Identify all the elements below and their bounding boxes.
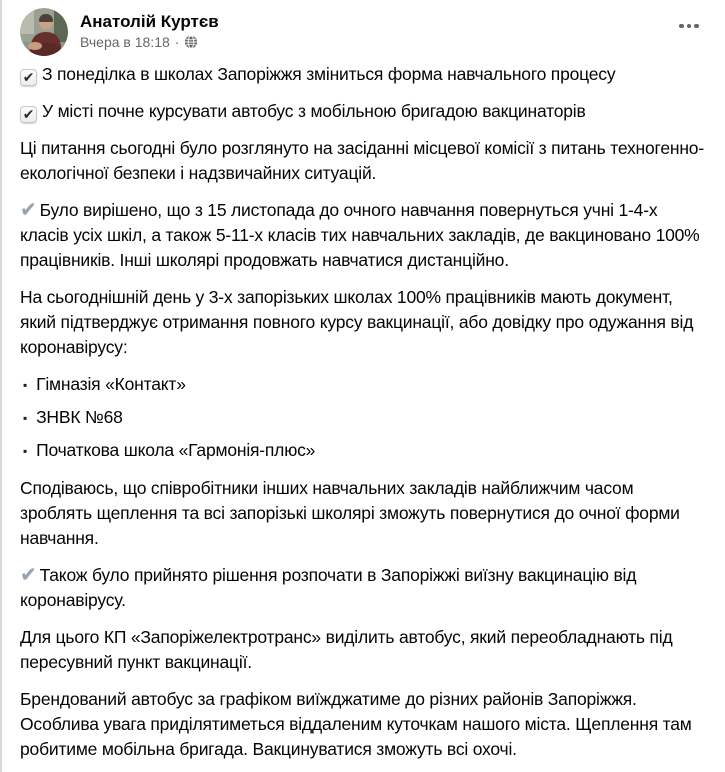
post-header (20, 8, 707, 56)
ellipsis-icon (679, 24, 684, 29)
post-paragraph (20, 198, 707, 273)
post-paragraph (20, 285, 707, 360)
timestamp-row[interactable] (80, 34, 219, 50)
post-paragraph (20, 687, 707, 762)
list-item (20, 438, 707, 464)
post-paragraph (20, 136, 707, 186)
paragraph-text: Ці питання сьогодні було розглянуто на засіданні місцевої комісії з питань техногенно-екологічної безпеки і надзвичайних ситуацій. (20, 138, 704, 183)
ellipsis-icon (694, 24, 699, 29)
gray-check-icon: ✔ (20, 199, 37, 221)
list-item-text: Гімназія «Контакт» (36, 374, 186, 394)
paragraph-text: На сьогоднішній день у 3-х запорізьких школах 100% працівників мають документ, який підтверджує отримання повного курсу вакцинації, або довідку про одужання від коронавірусу: (20, 287, 694, 357)
square-bullet-icon: ▪ (23, 411, 28, 425)
post-options-button[interactable] (671, 12, 707, 40)
paragraph-text: Для цього КП «Запоріжелектротранс» виділить автобус, який переобладнають під пересувний пункт вакцинації. (20, 627, 673, 672)
post-paragraph (20, 563, 707, 613)
author-name[interactable]: Анатолій Куртєв (80, 12, 219, 31)
post-paragraph (20, 62, 707, 87)
checkbox-check-icon: ✔ (20, 69, 37, 86)
paragraph-text: Брендований автобус за графіком виїжджатиме до різних районів Запоріжжя. Особлива увага приділятиметься віддаленим куточкам нашого міста. Щеплення там робитиме мобільна бригада. Вакцинуватися зможуть всі охочі. (20, 689, 692, 759)
paragraph-text: Також було прийнято рішення розпочати в Запоріжжі виїзну вакцинацію від коронавірусу. (20, 565, 637, 610)
post-content (20, 62, 707, 762)
avatar[interactable] (20, 8, 68, 56)
globe-icon (184, 35, 198, 49)
gray-check-icon: ✔ (20, 564, 37, 586)
post-paragraph (20, 625, 707, 675)
square-bullet-icon: ▪ (23, 378, 28, 392)
dot-separator: · (174, 34, 180, 50)
paragraph-text: Сподіваюсь, що співробітники інших навчальних закладів найближчим часом зроблять щеплення та всі запорізькі школярі зможуть повернутися до очної форми навчання. (20, 478, 680, 548)
checkbox-check-icon: ✔ (20, 106, 37, 123)
post-paragraph (20, 476, 707, 551)
list-item (20, 372, 707, 398)
square-bullet-icon: ▪ (23, 444, 28, 458)
timestamp[interactable]: Вчера в 18:18 (80, 34, 170, 50)
list-item-text: ЗНВК №68 (36, 407, 123, 427)
avatar-image (20, 8, 68, 56)
paragraph-text: З понеділка в школах Запоріжжя зміниться форма навчального процесу (42, 64, 616, 84)
list-item-text: Початкова школа «Гармонія-плюс» (36, 440, 316, 460)
list-item (20, 405, 707, 431)
paragraph-text: У місті почне курсувати автобус з мобільною бригадою вакцинаторів (42, 101, 586, 121)
paragraph-text: Було вирішено, що з 15 листопада до очного навчання повернуться учні 1-4-х класів усіх шкіл, а також 5-11-х класів тих навчальних закладів, де вакциновано 100% працівників. Інші школярі продовжать навчатися дистанційно. (20, 200, 700, 270)
ellipsis-icon (687, 24, 692, 29)
post-paragraph (20, 99, 707, 124)
header-meta (80, 8, 219, 50)
